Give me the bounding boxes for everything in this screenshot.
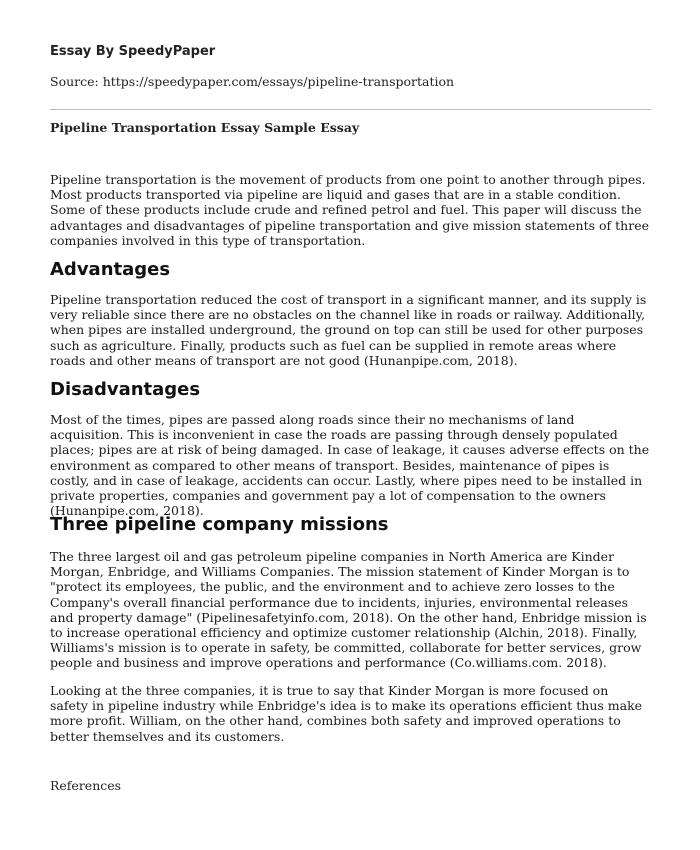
header-divider [50,109,651,110]
intro-paragraph: Pipeline transportation is the movement of products from one point to another through pipes. Most products transported via pipeline are liquid and gases that are in a stable condition. Some of these products include crude and refined petrol and fuel. This paper will discuss the advantages and disadvantages of pipeline transportation and give mission statements of three companies involved in this type of transportation. [50,172,649,248]
essay-title: Pipeline Transportation Essay Sample Essay [50,120,360,135]
advantages-paragraph: Pipeline transportation reduced the cost of transport in a significant manner, and its supply is very reliable since there are no obstacles on the channel like in roads or railway. Additionally, when pipes are installed underground, the ground on top can still be used for other purposes such as agriculture. Finally, products such as fuel can be supplied in remote areas where roads and other means of transport are not good (Hunanpipe.com, 2018). [50,292,647,368]
heading-company-missions: Three pipeline company missions [50,514,389,535]
source-line: Source: https://speedypaper.com/essays/pipeline-transportation [50,74,455,89]
missions-paragraph: The three largest oil and gas petroleum pipeline companies in North America are Kinder Morgan, Enbridge, and Williams Companies. The mission statement of Kinder Morgan is to "protect its employees, the public, and the environment and to achieve zero losses to the Company's overall financial performance due to incidents, injuries, environmental releases and property damage" (Pipelinesafetyinfo.com, 2018). On the other hand, Enbridge mission is to increase operational efficiency and optimize customer relationship (Alchin, 2018). Finally, Williams's mission is to operate in safety, be committed, collaborate for better services, grow people and business and improve operations and performance (Co.williams.com. 2018). [50,549,647,671]
heading-disadvantages: Disadvantages [50,379,201,400]
brand-label: Essay By SpeedyPaper [50,44,216,59]
references-label: References [50,778,122,793]
conclusion-paragraph: Looking at the three companies, it is true to say that Kinder Morgan is more focused on safety in pipeline industry while Enbridge's idea is to make its operations efficient thus make more profit. William, on the other hand, combines both safety and improved operations to better themselves and its customers. [50,683,643,744]
disadvantages-paragraph: Most of the times, pipes are passed along roads since their no mechanisms of land acquisition. This is inconvenient in case the roads are passing through densely populated places; pipes are at risk of being damaged. In case of leakage, it causes adverse effects on the environment as compared to other means of transport. Besides, maintenance of pipes is costly, and in case of leakage, accidents can occur. Lastly, where pipes need to be installed in private properties, companies and government pay a lot of compensation to the owners (Hunanpipe.com, 2018). [50,412,650,519]
heading-advantages: Advantages [50,259,171,280]
